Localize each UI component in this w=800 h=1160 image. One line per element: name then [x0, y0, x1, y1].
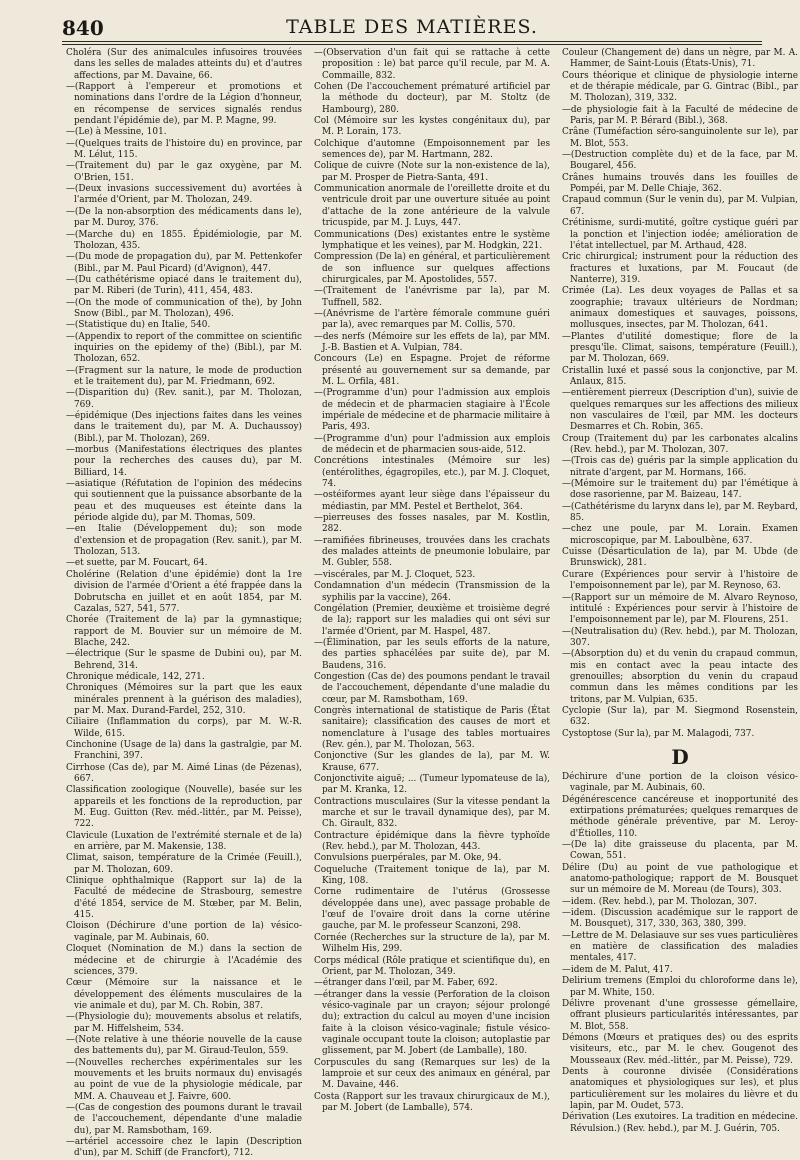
index-entry: —(Mémoire sur le traitement du) par l'émétique à dose rasorienne, par M. Baizeau, 147. — [562, 479, 798, 501]
index-entry: Chroniques (Mémoires sur la part que les eaux minérales prennent à la guérison des maladies), par M. Max. Durand-Fardel, 252, 310. — [66, 683, 302, 716]
index-entry: —(Marche du) en 1855. Épidémiologie, par M. Tholozan, 435. — [66, 229, 302, 251]
index-entry: Conjonctive (Sur les glandes de la), par M. W. Krause, 677. — [314, 751, 550, 773]
index-entry: Crânes humains trouvés dans les fouilles de Pompéi, par M. Delle Chiaje, 362. — [562, 172, 798, 195]
index-entry: —(Appendix to report of the committee on scientific inquiries on the epidemy of the) (Bibl.), par M. Tholozan, 652. — [66, 331, 302, 365]
index-entry: Cholérine (Relation d'une épidémie) dont la 1re division de l'armée d'Orient a été frappée dans la Dobrutscha en juillet et en août 1854, par M. Cazalas, 527, 541, 577. — [66, 569, 302, 614]
index-entry: —(Traitement du) par le gaz oxygène, par M. O'Brien, 151. — [66, 161, 302, 183]
index-entry: Corpuscules du sang (Remarques sur les) de la lamproie et sur ceux des animaux en général, par M. Davaine, 446. — [314, 1057, 550, 1091]
index-entry: Cirrhose (Cas de), par M. Aimé Linas (de Pézenas), 667. — [66, 762, 302, 784]
index-entry: —artériel accessoire chez le lapin (Description d'un), par M. Schiff (de Francfort), 712. — [66, 1137, 302, 1159]
index-entry: Chorée (Traitement de la) par la gymnastique; rapport de M. Bouvier sur un mémoire de M. Blache, 242. — [66, 615, 302, 648]
index-entry: Délire (Du) au point de vue pathologique et anatomo-pathologique; rapport de M. Bousquet sur un mémoire de M. Moreau (de Tours), 303. — [562, 862, 798, 896]
index-entry: Congélation (Premier, deuxième et troisième degré de la); rapport sur les maladies qui ont sévi sur l'armée d'Orient, par M. Haspel, 487. — [314, 603, 550, 637]
header-rule-double — [62, 44, 762, 45]
index-entry: —(Statistique du) en Italie, 540. — [66, 320, 211, 331]
index-entry: —idem. (Rev. hebd.), par M. Tholozan, 307. — [562, 896, 757, 907]
index-entry: Congrès international de statistique de Paris (État sanitaire); classification des causes de mort et nomenclature à l'usage des tables mortuaires (Rev. gén.), par M. Tholozan, 563. — [314, 705, 550, 750]
index-entry: Cyclopie (Sur la), par M. Siegmond Rosenstein, 632. — [562, 705, 798, 728]
index-entry: Crimée (La). Les deux voyages de Pallas et sa zoographie; travaux ultérieurs de Nordman; animaux domestiques et sauvages, poissons, mollusques, insectes, par M. Tholozan, 641. — [562, 286, 798, 331]
index-entry: —pierreuses des fosses nasales, par M. Kostlin, 282. — [314, 513, 550, 535]
index-entry: —entièrement pierreux (Description d'un), suivie de quelques remarques sur les affections des milieux non vasculaires de l'œil, par MM. les docteurs Desmarres et Ch. Robin, 365. — [562, 388, 798, 433]
index-entry: —électrique (Sur le spasme de Dubini ou), par M. Behrend, 314. — [66, 649, 302, 671]
index-entry: Chronique médicale, 142, 271. — [66, 671, 205, 682]
index-entry: Croup (Traitement du) par les carbonates alcalins (Rev. hebd.), par M. Tholozan, 307. — [562, 433, 798, 456]
index-entry: —de physiologie fait à la Faculté de médecine de Paris, par M. P. Bérard (Bibl.), 368. — [562, 104, 798, 127]
index-entry: Cours théorique et clinique de physiologie interne et de thérapie médicale, par G. Gintrac (Bibl., par M. Tholozan), 319, 332. — [562, 70, 798, 104]
index-entry: —(De la) dite graisseuse du placenta, par M. Cowan, 551. — [562, 840, 798, 862]
index-entry: Dents à couronne divisée (Considérations anatomiques et physiologiques sur les), et plus particulièrement sur les molaires du lièvre et du lapin, par M. Oudet, 573. — [562, 1066, 798, 1111]
index-entry: Corne rudimentaire de l'utérus (Grossesse développée dans une), avec passage probable de l'œuf de l'ovaire droit dans la corne utérine gauche, par M. le professeur Scanzoni, 298. — [314, 887, 550, 932]
index-entry: Compression (De la) en général, et particulièrement de son influence sur quelques affections chirurgicales, par M. Apostolides, 557. — [314, 252, 550, 285]
index-entry: Corps médical (Rôle pratique et scientifique du), en Orient, par M. Tholozan, 349. — [314, 955, 550, 977]
index-entry: Concours (Le) en Espagne. Projet de réforme présenté au gouvernement sur sa demande, par M. L. Orfila, 481. — [314, 354, 550, 387]
index-entry: Cloquet (Nomination de M.) dans la section de médecine et de chirurgie à l'Académie des sciences, 379. — [66, 944, 302, 977]
index-entry: Cystoptose (Sur la), par M. Malagodi, 737. — [562, 728, 755, 739]
index-entry: Cristallin luxé et passé sous la conjonctive, par M. Anlaux, 815. — [562, 365, 798, 387]
index-column-right — [562, 48, 798, 1134]
index-entry: Délivre provenant d'une grossesse gémellaire, offrant plusieurs particularités intéressantes, par M. Blot, 558. — [562, 998, 798, 1032]
index-entry: —(Nouvelles recherches expérimentales sur les mouvements et les bruits normaux du) envisagés au point de vue de la physiologie médicale, par MM. A. Chauveau et J. Faivre, 600. — [66, 1057, 302, 1102]
index-entry: —en Italie (Développement du); son mode d'extension et de propagation (Rev. sanit.), par M. Tholozan, 513. — [66, 524, 302, 558]
header-rule — [62, 41, 762, 42]
index-entry: —(Anévrisme de l'artère fémorale commune guéri par la), avec remarques par M. Collis, 570. — [314, 308, 550, 331]
index-entry: Conjonctivite aiguë; ... (Tumeur lypomateuse de la), par M. Kranka, 12. — [314, 774, 550, 796]
index-entry: Coqueluche (Traitement tonique de la), par M. King, 108. — [314, 864, 550, 887]
index-entry: Dégénérescence cancéreuse et inopportunité des extirpations prématurées; quelques remarques de méthode générale préventive, par M. Leroy-d'Étiolles, 110. — [562, 794, 798, 839]
index-entry: —(Observation d'un fait qui se rattache à cette proposition : le) bat parce qu'il recule, par M. A. Commaille, 832. — [314, 48, 550, 81]
index-entry: Cœur (Mémoire sur la naissance et le développement des éléments musculaires de la vie animale et du), par M. Ch. Robin, 387. — [66, 978, 302, 1011]
index-entry: Cuisse (Désarticulation de la), par M. Ubde (de Brunswick), 281. — [562, 547, 798, 569]
index-entry: —épidémique (Des injections faites dans les veines dans le traitement du), par M. A. Duchaussoy) (Bibl.), par M. Tholozan), 269. — [66, 411, 302, 444]
index-entry: Convulsions puerpérales, par M. Oke, 94. — [314, 853, 502, 864]
index-entry: Classification zoologique (Nouvelle), basée sur les appareils et les fonctions de la reproduction, par M. Eug. Guitton (Rev. méd.-littér., par M. Peisse), 722. — [66, 785, 302, 830]
index-entry: Col (Mémoire sur les kystes congénitaux du), par M. P. Lorain, 173. — [314, 116, 550, 138]
index-entry: —(Absorption du) et du venin du crapaud commun, mis en contact avec la peau intacte des grenouilles; absorption du venin du crapaud commun dans les mêmes conditions par les tritons, par M. Vulpian, 635. — [562, 649, 798, 705]
index-entry: —chez une poule, par M. Lorain. Examen microscopique, par M. Laboulbène, 637. — [562, 524, 798, 546]
index-entry: Crâne (Tuméfaction séro-sanguinolente sur le), par M. Blot, 553. — [562, 127, 798, 149]
index-entry: —(Du mode de propagation du), par M. Pettenkofer (Bibl., par M. Paul Picard) (d'Avignon), 447. — [66, 252, 302, 274]
index-entry: Delirium tremens (Emploi du chloroforme dans le), par M. White, 150. — [562, 976, 798, 998]
index-entry: Communications (Des) existantes entre le système lymphatique et les veines), par M. Hodgkin, 221. — [314, 229, 550, 251]
index-entry: Communication anormale de l'oreillette droite et du ventricule droit par une ouverture située au point d'attache de la zone antérieure de la valvule tricuspide, par M. J. Luys, 447. — [314, 184, 550, 229]
index-entry: Cinchonine (Usage de la) dans la gastralgie, par M. Franchini, 397. — [66, 739, 302, 762]
index-column-left — [66, 48, 302, 1159]
page-title: TABLE DES MATIÈRES. — [286, 16, 538, 38]
index-entry: —idem de M. Palut, 417. — [562, 964, 673, 975]
index-entry: —(Du cathétérisme opiacé dans le traitement du), par M. Riberi (de Turin), 411, 454, 483. — [66, 274, 302, 297]
index-entry: Crétinisme, surdi-mutité, goître cystique guéri par la ponction et l'injection iodée; amélioration de l'état intellectuel, par M. Arthaud, 428. — [562, 218, 798, 251]
index-entry: Congestion (Cas de) des poumons pendant le travail de l'accouchement, dépendante d'une maladie du cœur, par M. Ramsbotham, 169. — [314, 671, 550, 705]
page-number: 840 — [62, 16, 104, 40]
index-entry: Colique de cuivre (Note sur la non-existence de la), par M. Prosper de Pietra-Santa, 491. — [314, 161, 550, 183]
index-entry: —(Le) à Messine, 101. — [66, 127, 167, 138]
index-entry: Cloison (Déchirure d'une portion de la) vésico-vaginale, par M. Aubinais, 60. — [66, 921, 302, 943]
index-entry: —(Quelques traits de l'histoire du) en province, par M. Lélut, 115. — [66, 138, 302, 161]
index-column-middle — [314, 48, 550, 1113]
index-entry: Cornée (Recherches sur la structure de la), par M. Wilhelm His, 299. — [314, 932, 550, 955]
index-entry: —(Cathétérisme du larynx dans le), par M. Reybard, 85. — [562, 501, 798, 524]
index-entry: —ostéiformes ayant leur siège dans l'épaisseur du médiastin, par MM. Pestel et Berthelot, 364. — [314, 490, 550, 512]
index-entry: —Plantes d'utilité domestique; flore de la presqu'île. Climat, saisons, température (Feuill.), par M. Tholozan, 669. — [562, 331, 798, 365]
index-entry: —(Note relative à une théorie nouvelle de la cause des battements du), par M. Giraud-Teulon, 559. — [66, 1034, 302, 1057]
index-entry: —morbus (Manifestations électriques des plantes pour la recherches des causes du), par M. Billiard, 14. — [66, 445, 302, 478]
index-entry: —(Rapport sur un mémoire de M. Alvaro Reynoso, intitulé : Expériences pour servir à l'histoire de l'empoisonnement par le), par M. Flourens, 251. — [562, 592, 798, 626]
index-entry: Colchique d'automne (Empoisonnement par les semences de), par M. Hartmann, 282. — [314, 138, 550, 161]
index-entry: Déchirure d'une portion de la cloison vésico-vaginale, par M. Aubinais, 60. — [562, 771, 798, 794]
index-entry: —(Rapport à l'empereur et promotions et nominations dans l'ordre de la Légion d'honneur, en récompense de services signalés rendus pendant l'épidémie de), par M. P. Magne, 99. — [66, 82, 302, 127]
index-entry: —(Physiologie du); mouvements absolus et relatifs, par M. Hiffelsheim, 534. — [66, 1012, 302, 1034]
page-header — [62, 14, 762, 40]
index-entry: —asiatique (Réfutation de l'opinion des médecins qui soutiennent que la puissance absorbante de la peau et des muqueuses est éteinte dans la période algide du), par M. Thomas, 509. — [66, 479, 302, 524]
index-entry: —(Fragment sur la nature, le mode de production et le traitement du), par M. Friedmann, 692. — [66, 365, 302, 387]
index-entry: —Lettre de M. Delasiauve sur ses vues particulières en matière de classification des maladies mentales, 417. — [562, 930, 798, 964]
index-entry: Couleur (Changement de) dans un nègre, par M. A. Hammer, de Saint-Louis (États-Unis), 71. — [562, 48, 798, 70]
index-entry: —(De la non-absorption des médicaments dans le), par M. Duroy, 376. — [66, 206, 302, 229]
index-entry: —(Programme d'un) pour l'admission aux emplois de médecin et de pharmacien stagiaire à l'École impériale de médecine et de pharmacie militaire à Paris, 493. — [314, 388, 550, 433]
index-entry: Contractions musculaires (Sur la vitesse pendant la marche et sur le travail dynamique des), par M. Ch. Girault, 832. — [314, 796, 550, 830]
index-entry: —et suette, par M. Foucart, 64. — [66, 558, 208, 569]
index-entry: Ciliaire (Inflammation du corps), par M. W.-R. Wilde, 615. — [66, 717, 302, 739]
index-entry: —(Trois cas de) guéris par la simple application du nitrate d'argent, par M. Hormans, 166. — [562, 456, 798, 478]
index-entry: —idem. (Discussion académique sur le rapport de M. Bousquet), 317, 330, 363, 380, 399. — [562, 908, 798, 930]
index-entry: Curare (Expériences pour servir à l'histoire de l'empoisonnement par le), par M. Reynoso, 63. — [562, 569, 798, 592]
index-entry: —(Élimination, par les seuls efforts de la nature, des parties sphacélées par suite de), par M. Baudens, 316. — [314, 637, 550, 671]
index-entry: —ramifiées fibrineuses, trouvées dans les crachats des malades atteints de pneumonie lobulaire, par M. Gubler, 558. — [314, 535, 550, 569]
section-letter: D — [671, 744, 689, 769]
index-entry: —(Disparition du) (Rev. sanit.), par M. Tholozan, 769. — [66, 388, 302, 410]
index-entry: —(Neutralisation du) (Rev. hebd.), par M. Tholozan, 307. — [562, 626, 798, 648]
index-entry: Concrétions intestinales (Mémoire sur les) (entérolithes, égagropiles, etc.), par M. J. Cloquet, 74. — [314, 456, 550, 490]
index-entry: —étranger dans la vessie (Perforation de la cloison vésico-vaginale par un crayon; séjour prolongé du); extraction du calcul au moyen d'une incision faite à la cloison vésico-vaginale; fistule vésico-vaginale occupant toute la cloison; autoplastie par glissement, par M. Jobert (de Lamballe), 180. — [314, 989, 550, 1057]
index-entry: —(On the mode of communication of the), by John Snow (Bibl., par M. Tholozan), 496. — [66, 297, 302, 319]
index-entry: —(Programme d'un) pour l'admission aux emplois de médecin et de pharmacien sous-aide, 512. — [314, 433, 550, 456]
index-entry: —(Traitement de l'anévrisme par la), par M. Tuffnell, 582. — [314, 286, 550, 308]
index-entry: —des nerfs (Mémoire sur les effets de la), par MM. J.-B. Bastien et A. Vulpian, 784. — [314, 331, 550, 353]
index-entry: Démons (Mœurs et pratiques des) ou des esprits visiteurs, etc., par M. le chev. Gougenot des Mousseaux (Rev. méd.-littér., par M. Peisse), 729. — [562, 1032, 798, 1066]
index-entry: Cric chirurgical; instrument pour la réduction des fractures et luxations, par M. Foucaut (de Nanterre), 319. — [562, 252, 798, 285]
index-entry: Contracture épidémique dans la fièvre typhoïde (Rev. hebd.), par M. Tholozan, 443. — [314, 830, 550, 853]
index-entry: Clavicule (Luxation de l'extrémité sternale et de la) en arrière, par M. Makensie, 138. — [66, 830, 302, 853]
index-entry: Dérivation (Les exutoires. La tradition en médecine. Révulsion.) (Rev. hebd.), par M. J. Guérin, 705. — [562, 1112, 798, 1134]
index-entry: —étranger dans l'œil, par M. Faber, 692. — [314, 978, 498, 989]
index-entry: —viscérales, par M. J. Cloquet, 523. — [314, 569, 476, 580]
index-entry: Clinique ophthalmique (Rapport sur la) de la Faculté de médecine de Strasbourg, semestre d'été 1854, service de M. Stœber, par M. Belin, 415. — [66, 876, 302, 921]
index-entry: Costa (Rapport sur les travaux chirurgicaux de M.), par M. Jobert (de Lamballe), 574. — [314, 1091, 550, 1113]
index-entry: Cohen (De l'accouchement prématuré artificiel par la méthode du docteur), par M. Stoltz (de Hambourg), 280. — [314, 82, 550, 115]
index-entry: —(Cas de congestion des poumons durant le travail de l'accouchement, dépendante d'une maladie du), par M. Ramsbotham, 169. — [66, 1102, 302, 1136]
index-entry: Crapaud commun (Sur le venin du), par M. Vulpian, 67. — [562, 195, 798, 217]
index-entry: Climat, saison, température de la Crimée (Feuill.), par M. Tholozan, 609. — [66, 853, 302, 875]
index-entry: Condamnation d'un médecin (Transmission de la syphilis par la vaccine), 264. — [314, 581, 550, 603]
index-entry: —(Deux invasions successivement du) avortées à l'armée d'Orient, par M. Tholozan, 249. — [66, 184, 302, 206]
index-entry: Choléra (Sur des animalcules infusoires trouvées dans les selles de malades atteints du) et d'autres affections, par M. Davaine, 66. — [66, 48, 302, 81]
index-entry: —(Destruction complète du) et de la face, par M. Bougarel, 456. — [562, 150, 798, 172]
